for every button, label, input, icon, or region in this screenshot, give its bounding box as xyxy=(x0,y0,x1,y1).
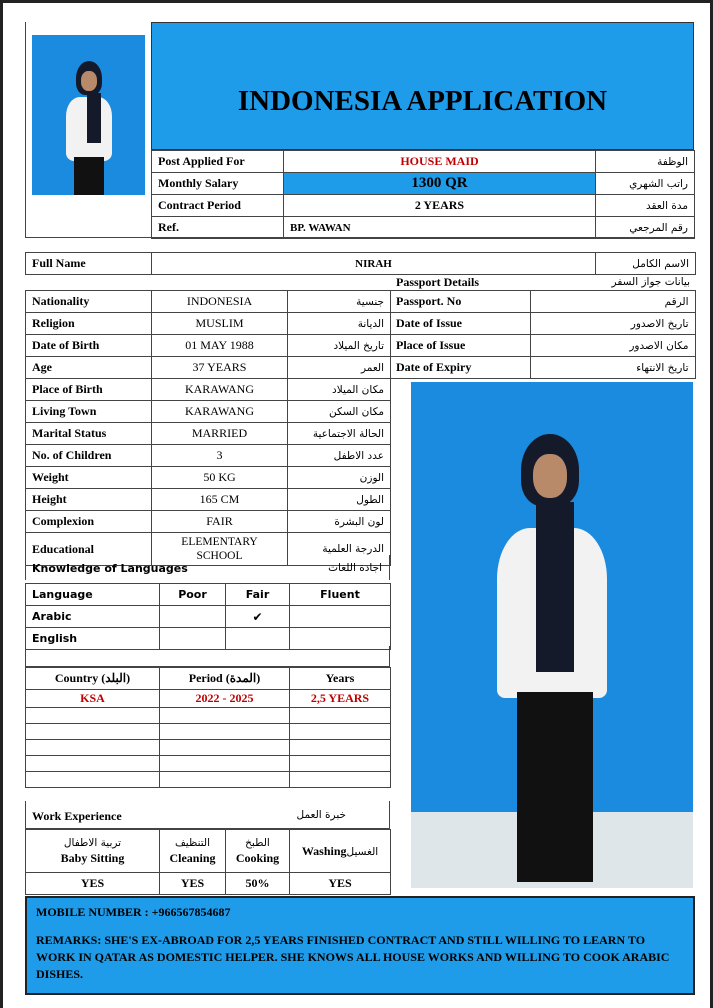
lang-col-fluent: Fluent xyxy=(290,584,391,606)
language-table xyxy=(25,583,391,650)
skill-cooking xyxy=(226,830,290,873)
portrait-photo xyxy=(32,35,145,195)
pob-label: Place of Birth xyxy=(26,379,152,401)
salary-arabic: راتب الشهري xyxy=(596,173,695,195)
emp-col-years: Years xyxy=(290,668,391,690)
full-name-table xyxy=(25,252,696,275)
skill-babysitting-name: Baby Sitting xyxy=(60,851,125,865)
lang-arabic-poor xyxy=(160,606,226,628)
lang-col-language: Language xyxy=(26,584,160,606)
skill-cooking-arabic: الطبخ xyxy=(245,837,270,849)
lang-english: English xyxy=(26,628,160,650)
post-value: HOUSE MAID xyxy=(284,151,596,173)
children-label: No. of Children xyxy=(26,445,152,467)
personal-details-table xyxy=(25,290,391,566)
salary-value: 1300 QR xyxy=(284,173,596,195)
dob-value: 01 MAY 1988 xyxy=(152,335,288,357)
skill-babysitting-value: YES xyxy=(26,873,160,895)
age-label: Age xyxy=(26,357,152,379)
skill-washing-name: Washing xyxy=(301,843,347,858)
emp-country: KSA xyxy=(26,690,160,708)
marital-value: MARRIED xyxy=(152,423,288,445)
full-name-value: NIRAH xyxy=(152,253,596,275)
skill-cooking-value: 50% xyxy=(226,873,290,895)
skill-cleaning-arabic: التنظيف xyxy=(174,837,211,849)
skill-cleaning xyxy=(160,830,226,873)
emp-col-country: Country (البلد) xyxy=(26,668,160,690)
emp-col-period: Period (المدة) xyxy=(160,668,290,690)
nationality-arabic: جنسية xyxy=(288,291,391,313)
age-arabic: العمر xyxy=(288,357,391,379)
ref-value: BP. WAWAN xyxy=(284,217,596,239)
full-body-photo xyxy=(411,382,693,888)
remarks: REMARKS: SHE'S EX-ABROAD FOR 2,5 YEARS FINISHED CONTRACT AND STILL WILLING TO LEARN TO WORK IN QATAR AS DOMESTIC HELPER. SHE KNOWS ALL HOUSE WORKS AND WILLING TO COOK ARABIC DISHES. xyxy=(36,933,670,981)
section-divider xyxy=(25,237,695,238)
work-exp-label: Work Experience xyxy=(32,809,122,823)
passport-table xyxy=(390,290,696,379)
skill-cleaning-name: Cleaning xyxy=(169,851,216,865)
mobile-number: MOBILE NUMBER : +966567854687 xyxy=(36,905,231,919)
lang-arabic: Arabic xyxy=(26,606,160,628)
skill-cleaning-value: YES xyxy=(160,873,226,895)
work-exp-arabic: خبرة العمل xyxy=(296,809,346,821)
living-town-value: KARAWANG xyxy=(152,401,288,423)
ref-arabic: رقم المرجعي xyxy=(596,217,695,239)
children-value: 3 xyxy=(152,445,288,467)
lang-arabic-fair: ✔ xyxy=(226,606,290,628)
education-arabic: الدرجة العلمية xyxy=(288,533,391,566)
post-label: Post Applied For xyxy=(152,151,284,173)
complexion-arabic: لون البشرة xyxy=(288,511,391,533)
language-heading: Knowledge of Languages xyxy=(32,562,188,575)
complexion-label: Complexion xyxy=(26,511,152,533)
passport-heading: Passport Details xyxy=(396,275,479,289)
lang-col-fair: Fair xyxy=(226,584,290,606)
passport-no-label: Passport. No xyxy=(390,291,530,313)
passport-no-arabic: الرقم xyxy=(530,291,695,313)
dob-label: Date of Birth xyxy=(26,335,152,357)
skill-washing xyxy=(290,830,391,873)
expiry-label: Date of Expiry xyxy=(390,357,530,379)
issue-place-arabic: مكان الاصدور xyxy=(530,335,695,357)
nationality-value: INDONESIA xyxy=(152,291,288,313)
salary-label: Monthly Salary xyxy=(152,173,284,195)
language-heading-arabic: اجادة اللغات xyxy=(328,562,382,574)
contract-arabic: مدة العقد xyxy=(596,195,695,217)
living-town-arabic: مكان السكن xyxy=(288,401,391,423)
job-details-table xyxy=(151,150,695,239)
dob-arabic: تاريخ الميلاد xyxy=(288,335,391,357)
weight-arabic: الوزن xyxy=(288,467,391,489)
emp-period: 2022 - 2025 xyxy=(160,690,290,708)
weight-label: Weight xyxy=(26,467,152,489)
lang-col-poor: Poor xyxy=(160,584,226,606)
employment-table xyxy=(25,667,391,788)
marital-label: Marital Status xyxy=(26,423,152,445)
language-spacer xyxy=(25,646,390,667)
education-value: ELEMENTARY SCHOOL xyxy=(152,533,288,566)
emp-years: 2,5 YEARS xyxy=(290,690,391,708)
issue-date-arabic: تاريخ الاصدور xyxy=(530,313,695,335)
full-name-arabic: الاسم الكامل xyxy=(596,253,696,275)
contract-value: 2 YEARS xyxy=(284,195,596,217)
religion-label: Religion xyxy=(26,313,152,335)
living-town-label: Living Town xyxy=(26,401,152,423)
age-value: 37 YEARS xyxy=(152,357,288,379)
contract-label: Contract Period xyxy=(152,195,284,217)
nationality-label: Nationality xyxy=(26,291,152,313)
expiry-arabic: تاريخ الانتهاء xyxy=(530,357,695,379)
title-banner xyxy=(151,22,694,150)
weight-value: 50 KG xyxy=(152,467,288,489)
height-label: Height xyxy=(26,489,152,511)
ref-label: Ref. xyxy=(152,217,284,239)
skill-babysitting xyxy=(26,830,160,873)
page-title: INDONESIA APPLICATION xyxy=(237,84,608,117)
issue-place-label: Place of Issue xyxy=(390,335,530,357)
skill-cooking-name: Cooking xyxy=(235,851,280,865)
header-left-border xyxy=(25,22,26,238)
pob-arabic: مكان الميلاد xyxy=(288,379,391,401)
lang-arabic-fluent xyxy=(290,606,391,628)
children-arabic: عدد الاطفل xyxy=(288,445,391,467)
passport-heading-arabic: بيانات جواز السفر xyxy=(611,276,690,288)
religion-value: MUSLIM xyxy=(152,313,288,335)
marital-arabic: الحالة الاجتماعية xyxy=(288,423,391,445)
height-arabic: الطول xyxy=(288,489,391,511)
skills-table xyxy=(25,829,391,895)
post-arabic: الوظفة xyxy=(596,151,695,173)
skill-babysitting-arabic: تربية الاطفال xyxy=(63,837,122,849)
complexion-value: FAIR xyxy=(152,511,288,533)
full-name-label: Full Name xyxy=(26,253,152,275)
height-value: 165 CM xyxy=(152,489,288,511)
skill-washing-value: YES xyxy=(290,873,391,895)
skill-washing-arabic: الغسيل xyxy=(346,845,379,858)
religion-arabic: الديانة xyxy=(288,313,391,335)
education-label: Educational xyxy=(26,533,152,566)
issue-date-label: Date of Issue xyxy=(390,313,530,335)
footer-box xyxy=(25,896,695,995)
pob-value: KARAWANG xyxy=(152,379,288,401)
